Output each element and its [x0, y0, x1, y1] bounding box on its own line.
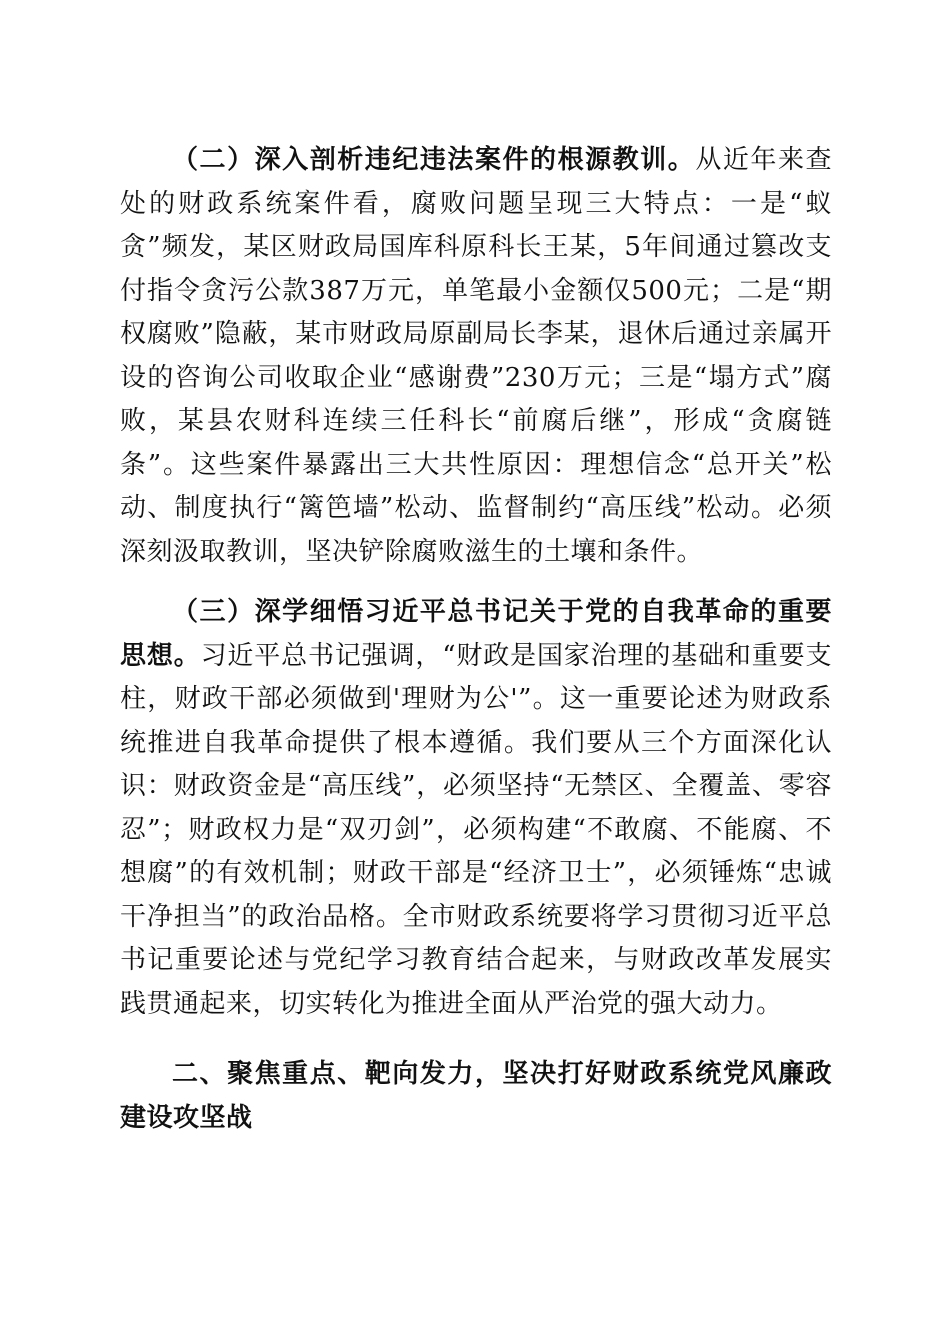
section-heading: 二、聚焦重点、靶向发力，坚决打好财政系统党风廉政建设攻坚战 — [120, 1059, 832, 1133]
paragraph-body-text: 习近平总书记强调，“财政是国家治理的基础和重要支柱，财政干部必须做到'理财为公'”。这一重要论述为财政系统推进自我革命提供了根本遵循。我们要从三个方面深化认识：财政资金是“高压线”，必须坚持“无禁区、全覆盖、零容忍”；财政权力是“双刃剑”，必须构建“不敢腐、不能腐、不想腐”的有效机制；财政干部是“经济卫士”，必须锤炼“忠诚干净担当”的政治品格。全市财政系统要将学习贯彻习近平总书记重要论述与党纪学习教育结合起来，与财政改革发展实践贯通起来，切实转化为推进全面从严治党的强大动力。 — [120, 640, 832, 1019]
paragraph-self-revolution-thought — [120, 591, 832, 1026]
paragraph-root-cause-lessons — [120, 139, 832, 574]
paragraph-lead-heading: （二）深入剖析违纪违法案件的根源教训。 — [172, 145, 696, 175]
paragraph-lead-heading: （三）深学细悟习近平总书记关于党的自我革命的重要思想。 — [120, 597, 832, 671]
paragraph-body-text: 从近年来查处的财政系统案件看，腐败问题呈现三大特点：一是“蚁贪”频发，某区财政局国库科原科长王某，5年间通过篡改支付指令贪污公款387万元，单笔最小金额仅500元；二是“期权腐败”隐蔽，某市财政局原副局长李某，退休后通过亲属开设的咨询公司收取企业“感谢费”230万元；三是“塌方式”腐败，某县农财科连续三任科长“前腐后继”，形成“贪腐链条”。这些案件暴露出三大共性原因：理想信念“总开关”松动、制度执行“篱笆墙”松动、监督制约“高压线”松动。必须深刻汲取教训，坚决铲除腐败滋生的土壤和条件。 — [120, 145, 832, 567]
